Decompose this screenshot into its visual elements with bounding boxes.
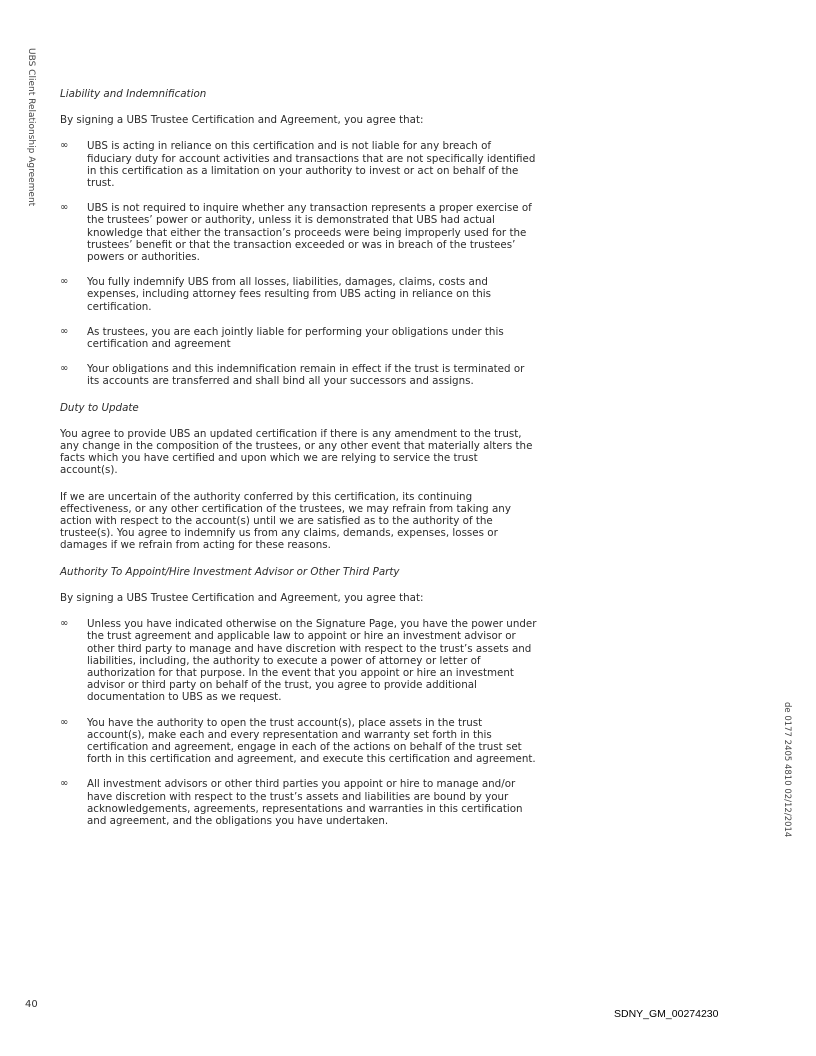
bullet-icon: ∞: [60, 716, 69, 728]
bullet-icon: ∞: [60, 778, 69, 790]
page-number: 40: [25, 999, 38, 1010]
list-item: [60, 778, 538, 827]
sidebar-document-code-text: de 0177 2405 4810 02/12/2014: [782, 702, 792, 838]
sidebar-document-title: [24, 48, 38, 248]
list-item: [60, 717, 538, 766]
liability-intro: By signing a UBS Trustee Certification and Agreement, you agree that:: [60, 114, 424, 127]
list-item-text: All investment advisors or other third parties you appoint or hire to manage and/or have discretion with respect to the trust’s assets and liabilities are bound by your acknowledgements, agreements, representations and warranties in this certification and agreement, and the obligations you have undertaken.: [87, 778, 523, 827]
duty-paragraph: If we are uncertain of the authority conferred by this certification, its continuing effectiveness, or any other certification of the trustees, we may refrain from taking any action with respect to the account(s) until we are satisfied as to the authority of the trustee(s). You agree to indemnify us from any claims, demands, expenses, losses or damages if we refrain from acting for these reasons.: [60, 490, 511, 552]
bullet-icon: ∞: [60, 202, 69, 214]
sidebar-document-title-text: UBS Client Relationship Agreement: [26, 48, 36, 207]
list-item-text: You fully indemnify UBS from all losses, liabilities, damages, claims, costs and expenses, including attorney fees resulting from UBS acting in reliance on this certification.: [87, 276, 492, 313]
list-item: [60, 202, 538, 263]
list-item: [60, 140, 538, 189]
sidebar-document-code: [780, 702, 794, 862]
list-item-text: As trustees, you are each jointly liable for performing your obligations under this certification and agreement: [87, 325, 504, 351]
list-item-text: UBS is acting in reliance on this certification and is not liable for any breach of fiduciary duty for account activities and transactions that are not specifically identified in this certification as a limitation on your authority to invest or act on behalf of the trust.: [87, 140, 536, 190]
list-item: [60, 326, 538, 350]
list-item-text: UBS is not required to inquire whether any transaction represents a proper exercise of the trustees’ power or authority, unless it is demonstrated that UBS had actual knowledge that either the transaction’s proceeds were being improperly used for the trustees’ benefit or that the transaction exceeded or was in breach of the trustees’ powers or authorities.: [87, 202, 532, 264]
bullet-icon: ∞: [60, 140, 69, 152]
section-heading-authority: Authority To Appoint/Hire Investment Advisor or Other Third Party: [60, 565, 400, 578]
list-item-text: Your obligations and this indemnification remain in effect if the trust is terminated or its accounts are transferred and shall bind all your successors and assigns.: [87, 363, 525, 388]
list-item-text: You have the authority to open the trust account(s), place assets in the trust account(s), make each and every representation and warranty set forth in this certification and agreement, engage in each of the actions on behalf of the trust set forth in this certification and agreement, and execute this certification and agreement.: [87, 716, 536, 766]
list-item: [60, 276, 538, 313]
bates-number: SDNY_GM_00274230: [614, 1008, 719, 1020]
authority-list: [60, 618, 538, 827]
bullet-icon: ∞: [60, 363, 69, 375]
bullet-icon: ∞: [60, 276, 69, 288]
authority-intro: By signing a UBS Trustee Certification and Agreement, you agree that:: [60, 591, 424, 604]
section-heading-liability: Liability and Indemnification: [60, 88, 207, 100]
list-item-text: Unless you have indicated otherwise on the Signature Page, you have the power under the trust agreement and applicable law to appoint or hire an investment advisor or other third party to manage and have discretion with respect to the trust’s assets and liabilities, including, the authority to execute a power of attorney or letter of authorization for that purpose. In the event that you appoint or hire an investment advisor or third party on behalf of the trust, you agree to provide additional documentation to UBS as we request.: [87, 618, 537, 704]
list-item: [60, 363, 538, 387]
bullet-icon: ∞: [60, 618, 69, 630]
bullet-icon: ∞: [60, 325, 69, 337]
list-item: [60, 618, 538, 703]
liability-list: [60, 140, 538, 387]
section-heading-duty: Duty to Update: [60, 401, 139, 414]
duty-paragraph: You agree to provide UBS an updated certification if there is any amendment to the trust, any change in the composition of the trustees, or any other event that materially alters the facts which you have certified and upon which we are relying to service the trust account(s).: [60, 427, 533, 477]
page-content: [60, 88, 538, 841]
